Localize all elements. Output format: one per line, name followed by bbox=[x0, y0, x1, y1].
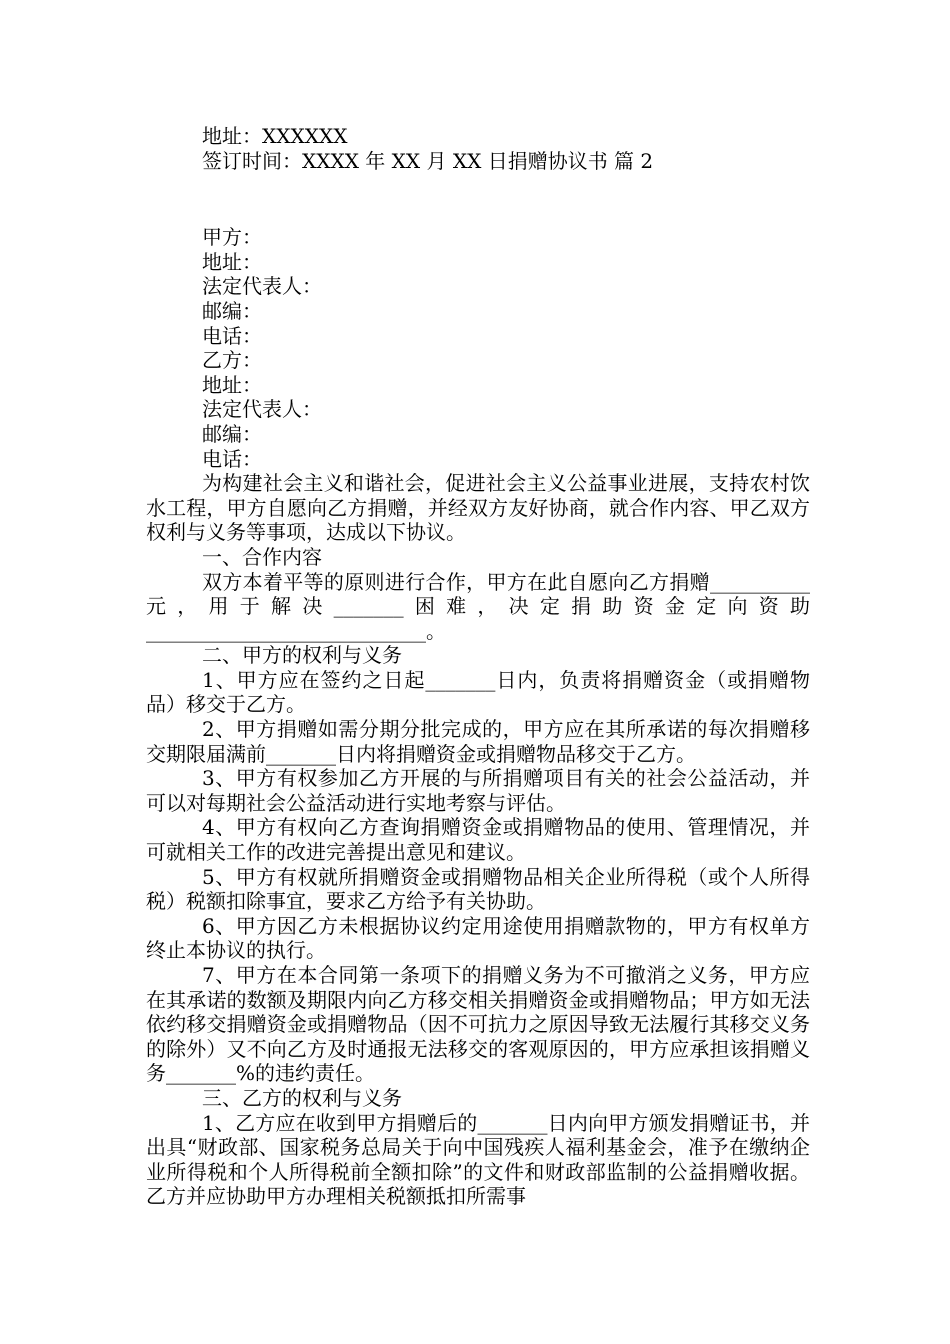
spacer bbox=[146, 173, 810, 225]
party-b-phone-field: 电话： bbox=[202, 446, 262, 471]
section-1-title: 一、合作内容 bbox=[202, 544, 322, 569]
section-1-body: 双方本着平等的原则进行合作，甲方在此自愿向乙方捐赠__________元，用于解决_______困难，决定捐助资金定向资助____________________________。 bbox=[146, 569, 810, 643]
party-a-representative-field: 法定代表人： bbox=[202, 274, 322, 299]
section-2-item: 5、甲方有权就所捐赠资金或捐赠物品相关企业所得税（或个人所得税）税额扣除事宜，要求乙方给予有关协助。 bbox=[146, 864, 810, 914]
section-2-item: 7、甲方在本合同第一条项下的捐赠义务为不可撤消之义务，甲方应在其承诺的数额及期限内向乙方移交相关捐赠资金或捐赠物品；甲方如无法依约移交捐赠资金或捐赠物品（因不可抗力之原因导致无法履行其移交义务的除外）又不向乙方及时通报无法移交的客观原因的，甲方应承担该捐赠义务_______%的违约责任。 bbox=[146, 963, 810, 1086]
party-b-address-field: 地址： bbox=[202, 372, 262, 397]
party-a-name-field: 甲方： bbox=[202, 225, 262, 250]
document-body bbox=[146, 124, 810, 1209]
section-2-item: 1、甲方应在签约之日起_______日内，负责将捐赠资金（或捐赠物品）移交于乙方。 bbox=[146, 667, 810, 717]
section-2-item: 3、甲方有权参加乙方开展的与所捐赠项目有关的社会公益活动，并可以对每期社会公益活动进行实地考察与评估。 bbox=[146, 766, 810, 815]
party-a-address-field: 地址： bbox=[202, 249, 262, 274]
party-b-postcode-field: 邮编： bbox=[202, 421, 262, 446]
address-line: 地址：XXXXXX bbox=[202, 124, 348, 148]
party-a-phone-field: 电话： bbox=[202, 323, 262, 348]
signing-date-line: 签订时间：XXXX 年 XX 月 XX 日捐赠协议书 篇 2 bbox=[202, 148, 654, 173]
intro-paragraph: 为构建社会主义和谐社会，促进社会主义公益事业进展，支持农村饮水工程，甲方自愿向乙方捐赠，并经双方友好协商，就合作内容、甲乙双方权利与义务等事项，达成以下协议。 bbox=[146, 471, 810, 545]
section-2-item: 4、甲方有权向乙方查询捐赠资金或捐赠物品的使用、管理情况，并可就相关工作的改进完善提出意见和建议。 bbox=[146, 815, 810, 865]
section-3-item: 1、乙方应在收到甲方捐赠后的_______日内向甲方颁发捐赠证书，并出具“财政部、国家税务总局关于向中国残疾人福利基金会，准予在缴纳企业所得税和个人所得税前全额扣除”的文件和财政部监制的公益捐赠收据。乙方并应协助甲方办理相关税额抵扣所需事 bbox=[146, 1110, 810, 1209]
party-b-name-field: 乙方： bbox=[202, 348, 262, 373]
section-3-title: 三、乙方的权利与义务 bbox=[202, 1085, 402, 1110]
section-2-title: 二、甲方的权利与义务 bbox=[202, 643, 402, 668]
section-2-item: 2、甲方捐赠如需分期分批完成的，甲方应在其所承诺的每次捐赠移交期限届满前_______日内将捐赠资金或捐赠物品移交于乙方。 bbox=[146, 717, 810, 766]
party-b-representative-field: 法定代表人： bbox=[202, 397, 322, 422]
party-a-postcode-field: 邮编： bbox=[202, 298, 262, 323]
section-2-item: 6、甲方因乙方未根据协议约定用途使用捐赠款物的，甲方有权单方终止本协议的执行。 bbox=[146, 913, 810, 963]
